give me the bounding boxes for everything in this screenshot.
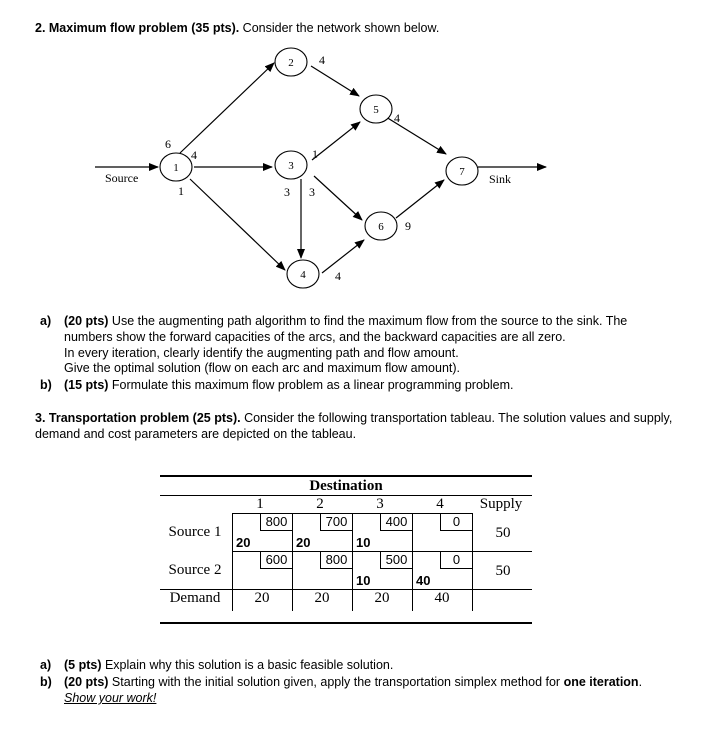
- q2-part-b-label: [40, 377, 52, 393]
- text-line: Explain why this solution is a basic feasible solution.: [101, 658, 394, 672]
- emphasis: one iteration: [563, 675, 639, 689]
- cap-5-7: 4: [394, 111, 400, 125]
- cap-1-4: 1: [178, 184, 184, 198]
- arc-2-5: [311, 66, 359, 96]
- cost-2-3: 500: [380, 552, 412, 569]
- show-work-note: Show your work!: [64, 691, 157, 705]
- cap-4-6: 4: [335, 269, 341, 283]
- dest-1: 1: [256, 496, 264, 512]
- cap-2-5: 4: [319, 53, 325, 67]
- cap-1-2: 6: [165, 137, 171, 151]
- svg-text:5: 5: [373, 104, 379, 116]
- points: (5 pts): [64, 658, 102, 672]
- demand-2: 20: [314, 590, 330, 606]
- q3-part-a: [64, 657, 393, 673]
- cost-2-4: 0: [440, 552, 472, 569]
- q2-part-a-line3: In every iteration, clearly identify the augmenting path and flow amount.: [64, 346, 459, 360]
- demand-1: 20: [254, 590, 270, 606]
- q3-title-bold: 3. Transportation problem (25 pts).: [35, 411, 241, 425]
- svg-text:6: 6: [378, 221, 384, 233]
- q2-title-bold: 2. Maximum flow problem (35 pts).: [35, 21, 240, 35]
- points: (20 pts): [64, 675, 109, 689]
- q2-part-b: [64, 377, 513, 393]
- demand-3: 20: [374, 590, 390, 606]
- q2-title-rest: Consider the network shown below.: [239, 21, 440, 35]
- alloc-2-4: 40: [416, 573, 431, 588]
- cost-1-1: 800: [260, 514, 292, 531]
- part-label: b): [40, 378, 52, 392]
- node-6: [365, 212, 397, 240]
- q3-part-a-label: [40, 657, 51, 673]
- transportation-tableau: [160, 472, 534, 628]
- arc-4-6: [322, 240, 364, 273]
- text-line: Formulate this maximum flow problem as a linear programming problem.: [108, 378, 514, 392]
- part-label: a): [40, 658, 52, 672]
- supply-header: Supply: [479, 496, 523, 512]
- sink-label: Sink: [489, 172, 512, 186]
- text-line: Use the augmenting path algorithm to find the maximum flow from the source to the sink. The: [108, 314, 628, 328]
- q3-part-b: [64, 674, 642, 690]
- node-7: [446, 157, 478, 185]
- node-2: [275, 48, 307, 76]
- cost-1-3: 400: [380, 514, 412, 531]
- cost-1-2: 700: [320, 514, 352, 531]
- row-label-source-1: Source 1: [168, 524, 222, 540]
- points: (20 pts): [64, 314, 109, 328]
- arc-6-7: [396, 180, 444, 218]
- q2-part-a: [64, 313, 627, 329]
- svg-text:7: 7: [459, 166, 465, 178]
- text-line: Starting with the initial solution given, apply the transportation simplex method for: [108, 675, 564, 689]
- arc-3-6: [314, 176, 362, 220]
- q3-part-b-label: [40, 674, 52, 690]
- q3-title: [35, 410, 672, 426]
- q2-part-a-line4: Give the optimal solution (flow on each arc and maximum flow amount).: [64, 361, 461, 375]
- supply-1: 50: [495, 525, 511, 541]
- alloc-1-3: 10: [356, 535, 371, 550]
- node-5: [360, 95, 392, 123]
- svg-text:1: 1: [173, 162, 179, 174]
- punctuation: .: [638, 675, 643, 689]
- cap-3-4: 3: [284, 185, 290, 199]
- network-diagram: [0, 40, 719, 300]
- part-label: b): [40, 675, 52, 689]
- bottom-rule: [160, 622, 532, 624]
- arc-3-5: [312, 122, 360, 160]
- node-4: [287, 260, 319, 288]
- cost-2-1: 600: [260, 552, 292, 569]
- cap-3-5: 1: [312, 147, 318, 161]
- dest-3: 3: [376, 496, 384, 512]
- part-label: a): [40, 314, 52, 328]
- svg-text:3: 3: [288, 160, 294, 172]
- svg-text:2: 2: [288, 57, 294, 69]
- cost-1-4: 0: [440, 514, 472, 531]
- q2-part-a-label: [40, 313, 51, 329]
- cap-1-3: 4: [191, 148, 197, 162]
- points: (15 pts): [64, 378, 109, 392]
- demand-4: 40: [434, 590, 450, 606]
- alloc-2-3: 10: [356, 573, 371, 588]
- cap-3-6: 3: [309, 185, 315, 199]
- node-1: [160, 153, 192, 181]
- destination-header: Destination: [309, 478, 383, 494]
- supply-2: 50: [495, 563, 511, 579]
- q3-title-rest: Consider the following transportation tableau. The solution values and supply,: [240, 411, 673, 425]
- svg-text:4: 4: [300, 269, 306, 281]
- dest-4: 4: [436, 496, 444, 512]
- source-label: Source: [105, 171, 139, 185]
- arc-1-2: [180, 63, 274, 153]
- cost-2-2: 800: [320, 552, 352, 569]
- cap-6-7: 9: [405, 219, 411, 233]
- q2-title: [35, 20, 439, 36]
- row-label-demand: Demand: [169, 590, 221, 606]
- row-label-source-2: Source 2: [168, 562, 222, 578]
- alloc-1-2: 20: [296, 535, 311, 550]
- dest-2: 2: [316, 496, 324, 512]
- alloc-1-1: 20: [236, 535, 251, 550]
- q2-part-a-line2: numbers show the forward capacities of the arcs, and the backward capacities are all zero.: [64, 330, 566, 344]
- arc-1-4: [190, 179, 285, 270]
- node-3: [275, 151, 307, 179]
- q3-title-line2: demand and cost parameters are depicted on the tableau.: [35, 427, 357, 441]
- top-rule: [160, 475, 532, 477]
